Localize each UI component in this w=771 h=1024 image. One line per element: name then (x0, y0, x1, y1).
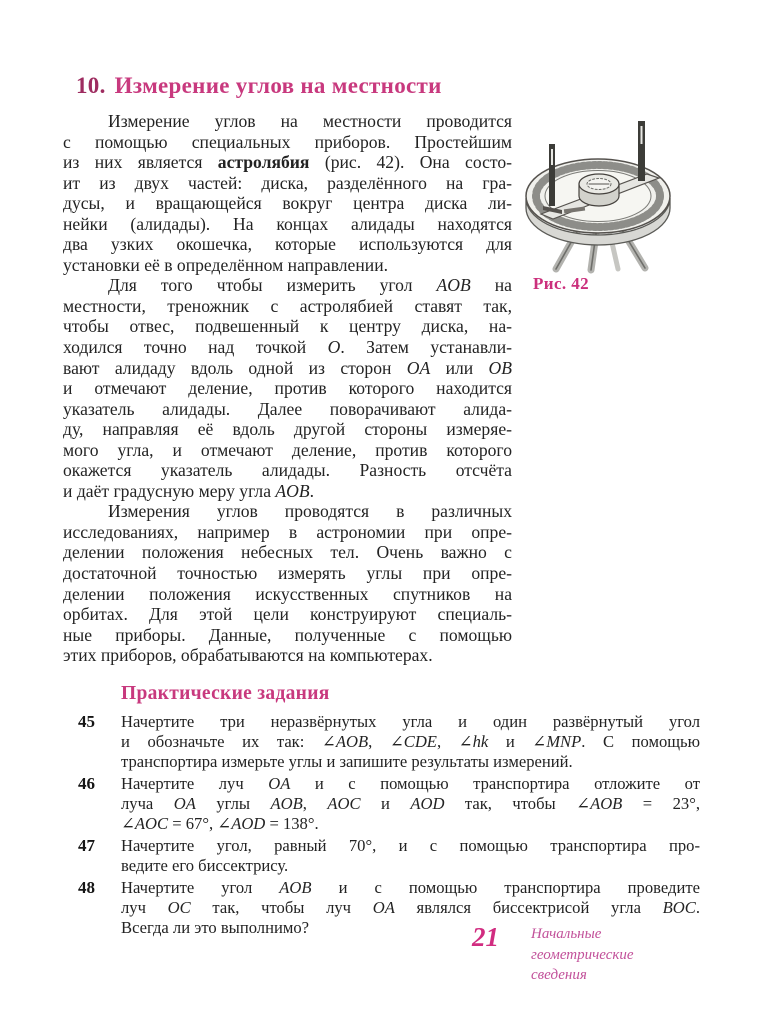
task-item-45 (78, 712, 701, 772)
astrolabe-illustration (518, 118, 682, 274)
text-line: и даёт градусную меру угла AOB. (63, 480, 315, 501)
task-number: 48 (78, 878, 95, 897)
section-heading (76, 73, 442, 99)
task-item-46 (78, 774, 700, 834)
text-line: достаточной точностью измерять углы при опре- (63, 563, 512, 584)
section-title: Измерение углов на местности (114, 73, 442, 98)
task-item-47 (78, 836, 700, 876)
page-number: 21 (472, 922, 499, 952)
chapter-title-line: геометрические (531, 946, 634, 963)
figure-42 (518, 118, 682, 274)
text-line: и обозначьте их так: ∠AOB, ∠CDE, ∠hk и ∠MNP. С помощью (121, 732, 701, 751)
text-line: окажется указатель алидады. Разность отсчёта (63, 460, 512, 481)
task-number: 47 (78, 836, 95, 855)
text-line: дусы, и вращающейся вокруг центра диска ли- (63, 193, 512, 214)
text-line: вают алидаду вдоль одной из сторон OA или OB (63, 357, 512, 378)
text-line: установки её в определённом направлении. (63, 254, 389, 275)
practical-tasks-section (0, 683, 771, 938)
chapter-title-line: сведения (531, 967, 587, 983)
text-line: мого угла, и отмечают деление, против которого (63, 439, 512, 460)
text-line: нейки (алидады). На концах алидады находятся (63, 213, 512, 234)
text-line: два узких окошечка, которые используются для (63, 234, 512, 255)
chapter-title-line: Начальные (531, 926, 602, 942)
text-line: делении положения небесных тел. Очень важно с (63, 542, 512, 563)
text-line: луча OA углы AOB, AOC и AOD так, чтобы ∠AOB = 23°, (121, 794, 700, 813)
section-number: 10. (76, 73, 106, 98)
text-line: этих приборов, обрабатываются на компьютерах. (63, 645, 433, 666)
body-text-column (63, 111, 512, 666)
text-line: ит из двух частей: диска, разделённого на гра- (63, 172, 512, 193)
text-line: делении положения искусственных спутников на (63, 583, 512, 604)
text-line: транспортира измерьте углы и запишите результаты измерений. (121, 752, 573, 771)
text-line: Начертите три неразвёрнутых угла и один развёрнутый угол (121, 712, 700, 731)
text-line: ходился точно над точкой O. Затем устанавли- (63, 337, 512, 358)
task-text (121, 836, 700, 876)
text-line: указатель алидады. Далее поворачивают алида- (63, 398, 512, 419)
text-line: Измерения углов проводятся в различных (108, 501, 512, 522)
text-line: ду, направляя её вдоль другой стороны измеряе- (63, 419, 512, 440)
text-line: из них является астролябия (рис. 42). Она состо- (63, 152, 513, 173)
text-line: Для того чтобы измерить угол AOB на (108, 275, 512, 296)
paragraph-3 (63, 501, 512, 665)
task-number: 45 (78, 712, 95, 731)
text-line: местности, треножник с астролябией ставят так, (63, 295, 512, 316)
chapter-title (531, 924, 634, 986)
text-line: Начертите угол AOB и с помощью транспортира проведите (121, 878, 700, 897)
text-line: чтобы отвес, подвешенный к центру диска, на- (63, 316, 512, 337)
text-line: ∠AOC = 67°, ∠AOD = 138°. (121, 814, 319, 833)
paragraph-2 (63, 275, 512, 501)
figure-caption: Рис. 42 (533, 274, 590, 293)
text-line: луч OC так, чтобы луч OA являлся биссектрисой угла BOC. (121, 898, 700, 917)
text-line: Всегда ли это выполнимо? (121, 918, 309, 937)
tasks-heading: Практические задания (121, 683, 330, 704)
task-text (121, 774, 700, 834)
text-line: орбитах. Для этой цели конструируют специаль- (63, 604, 512, 625)
text-line: ведите его биссектрису. (121, 856, 289, 875)
paragraph-1 (63, 111, 512, 275)
task-number: 46 (78, 774, 95, 793)
text-line: и отмечают деление, против которого находится (63, 378, 512, 399)
text-line: с помощью специальных приборов. Простейшим (63, 131, 512, 152)
text-line: исследованиях, например в астрономии при опре- (63, 521, 512, 542)
text-line: ные приборы. Данные, полученные с помощью (63, 624, 512, 645)
task-text (121, 712, 700, 772)
text-line: Начертите луч OA и с помощью транспортира отложите от (121, 774, 700, 793)
text-line: Измерение углов на местности проводится (108, 111, 512, 131)
text-line: Начертите угол, равный 70°, и с помощью транспортира про- (121, 836, 700, 855)
